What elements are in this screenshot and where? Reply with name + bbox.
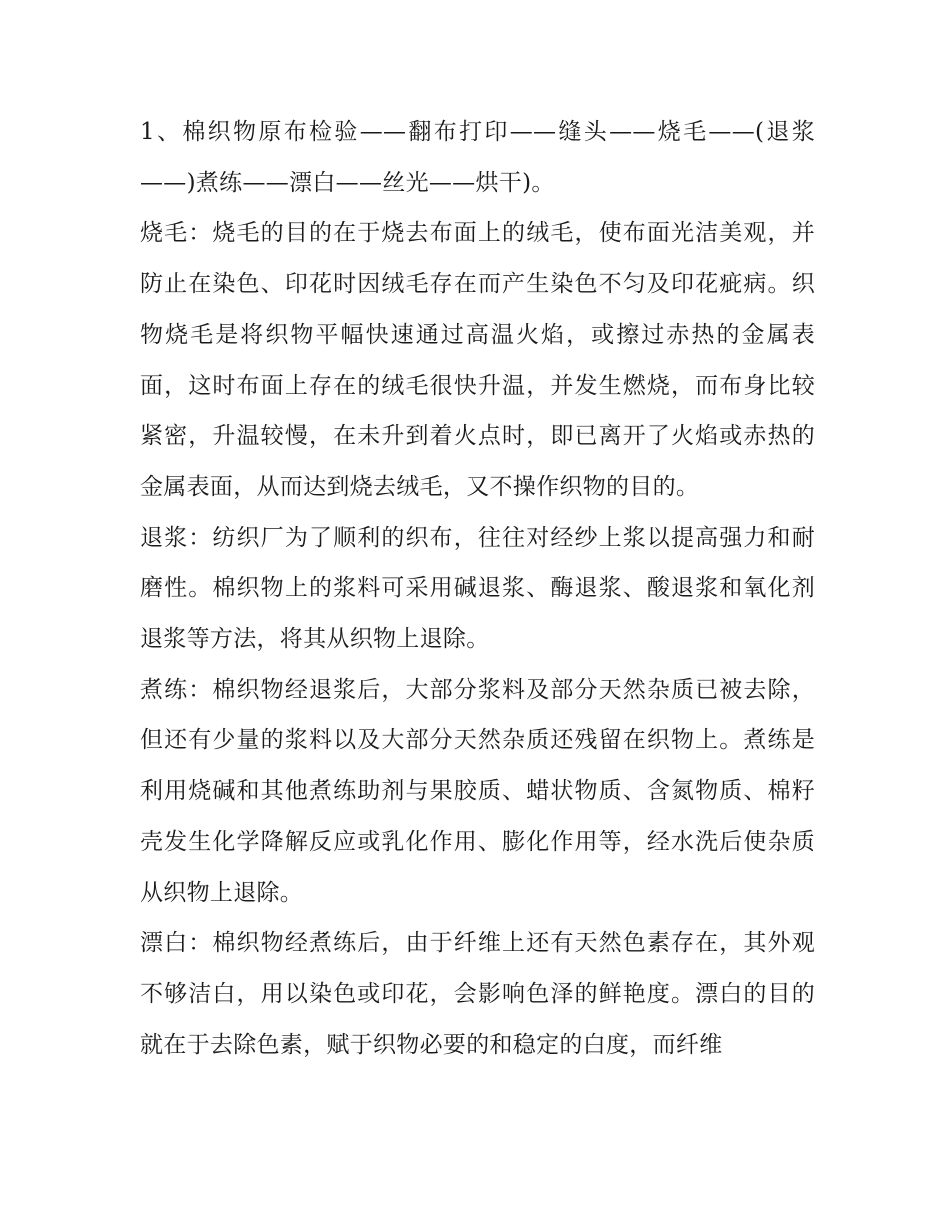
document-body [140,107,815,1070]
process-flow-paragraph: 1、棉织物原布检验——翻布打印——缝头——烧毛——(退浆——)煮练——漂白——丝光——烘干)。 [140,119,815,196]
bleaching-paragraph: 漂白：棉织物经煮练后，由于纤维上还有天然色素存在，其外观不够洁白，用以染色或印花，会影响色泽的鲜艳度。漂白的目的就在于去除色素，赋于织物必要的和稳定的白度，而纤维 [140,930,815,1058]
singeing-paragraph: 烧毛：烧毛的目的在于烧去布面上的绒毛，使布面光洁美观，并防止在染色、印花时因绒毛存在而产生染色不匀及印花疵病。织物烧毛是将织物平幅快速通过高温火焰，或擦过赤热的金属表面，这时布面上存在的绒毛很快升温，并发生燃烧，而布身比较紧密，升温较慢，在未升到着火点时，即已离开了火焰或赤热的金属表面，从而达到烧去绒毛，又不操作织物的目的。 [140,220,815,500]
desizing-paragraph: 退浆：纺织厂为了顺利的织布，往往对经纱上浆以提高强力和耐磨性。棉织物上的浆料可采用碱退浆、酶退浆、酸退浆和氧化剂退浆等方法，将其从织物上退除。 [140,524,815,653]
scouring-paragraph: 煮练：棉织物经退浆后，大部分浆料及部分天然杂质已被去除，但还有少量的浆料以及大部分天然杂质还残留在织物上。煮练是利用烧碱和其他煮练助剂与果胶质、蜡状物质、含氮物质、棉籽壳发生化学降解反应或乳化作用、膨化作用等，经水洗后使杂质从织物上退除。 [140,676,815,906]
